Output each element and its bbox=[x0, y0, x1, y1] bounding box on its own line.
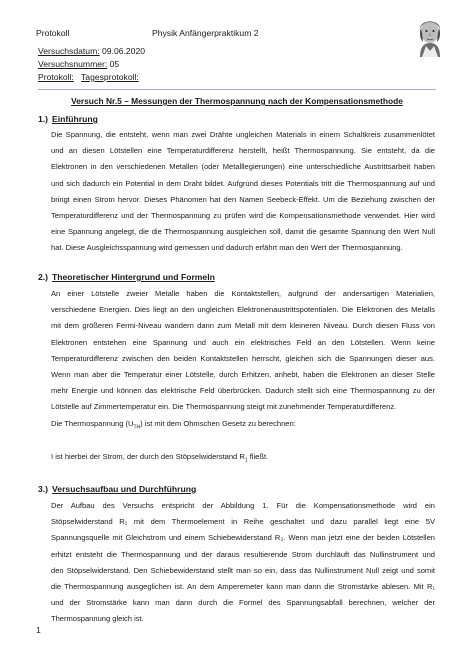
document-title: Versuch Nr.5 – Messungen der Thermospannung nach der Kompensationsmethode bbox=[71, 96, 403, 106]
text-line: bringt einen Strom hervor. Dieses Phänomen hat den Namen Seebeck-Effekt. Um die Beziehung zwischen der bbox=[51, 194, 435, 204]
protocol-label: Protokoll: bbox=[38, 72, 74, 82]
date-label: Versuchsdatum: bbox=[38, 46, 100, 56]
protocol-line bbox=[38, 72, 139, 82]
section-3-body bbox=[51, 498, 435, 628]
text-line: hat. Diese Ausgleichsspannung wird gemessen und dadurch erfährt man den Wert der Thermospannung. bbox=[51, 243, 403, 253]
number-label: Versuchsnummer: bbox=[38, 59, 108, 69]
section-title: Einführung bbox=[52, 114, 98, 124]
text-line: Lötstelle auf Zimmertemperatur ein. Die Thermospannung steigt mit zunehmender Temperaturdifferenz. bbox=[51, 402, 397, 412]
text-line: Stöpselwiderstand R₁ mit dem Thermoelement in Reihe geschaltet und dazu parallel liegt eine 5V bbox=[51, 517, 435, 527]
text-line: Wenn man aber die Temperatur einer Lötstelle, durch Erhitzen, anhebt, haben die Elektronen an dieser Stelle bbox=[51, 369, 435, 379]
text-line: Elektronen in den verschiedenen Metallen (oder Metalllegierungen) eine unterschiedliche Austrittsarbeit haben bbox=[51, 162, 435, 172]
text-line: Temperaturdifferenz zwischen den beiden Kontaktstellen herrscht, gleichen sich die Spannungen dieser aus. bbox=[51, 353, 435, 363]
text-line: und der Stromstärke kann man dann durch die Formel des Spannungsabfall berechnen, welcher der bbox=[51, 598, 435, 608]
section-2-body bbox=[51, 286, 435, 432]
text-line: Thermospannung gleich ist. bbox=[51, 614, 144, 624]
formula-text: ) ist mit dem Ohmschen Gesetz zu berechnen: bbox=[140, 418, 296, 428]
number-value: 05 bbox=[107, 59, 120, 69]
protocol-value: Tagesprotokoll: bbox=[81, 72, 139, 82]
current-text: I ist hierbei der Strom, der durch den Stöpselwiderstand R bbox=[51, 452, 245, 461]
text-line: mehr Energie und können das elektrische Feld überbrücken. Dadurch stellt sich eine Thermospannung zu der bbox=[51, 386, 435, 396]
page-number: 1 bbox=[36, 625, 41, 635]
current-text: fließt. bbox=[247, 452, 269, 461]
text-line: verschiedene Energien. Dies liegt an den ungleichen Elektronenaustrittspotentialen. Die Elektronen des Metalls bbox=[51, 305, 435, 315]
text-line: und sich dadurch ein Potential in dem Draht bildet. Aufgrund dieses Potentials tritt die Thermospannung auf und bbox=[51, 178, 435, 188]
text-line: und an diesen Lötstellen eine Temperaturdifferenz herstellt, heißt Thermospannung. Sie entsteht, da die bbox=[51, 146, 435, 156]
section-number: 1.) bbox=[38, 114, 49, 124]
date-line bbox=[38, 46, 145, 56]
section-title: Theoretischer Hintergrund und Formeln bbox=[52, 272, 215, 282]
section-heading-1 bbox=[38, 114, 98, 124]
text-line: An einer Lötstelle zweier Metalle haben die Kontaktstellen, aufgrund der andersartigen Materialien, bbox=[51, 289, 435, 298]
text-line: eine Spannung angelegt, die die Thermospannung ausgleichen soll, damit die gesamte Spannung den Wert Null bbox=[51, 227, 435, 237]
formula-text: Die Thermospannung (U bbox=[51, 418, 134, 428]
text-line: Temperaturdifferenz und der Thermospannung zu prüfen wird die Kompensationsmethode verwendet. Hier wird bbox=[51, 210, 435, 220]
university-portrait-logo-icon bbox=[408, 13, 452, 59]
section-number: 2.) bbox=[38, 272, 49, 282]
section-title: Versuchsaufbau und Durchführung bbox=[52, 484, 197, 494]
text-line: den Stöpselwiderstand. Den Schiebewiderstand stellt man so ein, dass das Nullinstrument Null zeigt und somit bbox=[51, 565, 435, 575]
text-line: mit dem größeren Fermi-Niveau wandern dann zum Metall mit dem kleineren Niveau. Durch diesen Fluss von bbox=[51, 321, 435, 331]
formula-intro-line bbox=[51, 416, 435, 432]
current-subscript: 1 bbox=[244, 457, 248, 464]
current-explanation-line bbox=[51, 452, 268, 464]
number-line bbox=[38, 59, 119, 69]
section-heading-2 bbox=[38, 272, 215, 282]
text-line: Der Aufbau des Versuchs entspricht der Abbildung 1. Für die Kompensationsmethode wird ein bbox=[51, 501, 435, 510]
section-1-body bbox=[51, 127, 435, 257]
formula-subscript: TH bbox=[133, 424, 141, 430]
text-line: die Thermospannung ausgeglichen ist. An dem Amperemeter kann man dann die Stromstärke ablesen. Mit R₁ bbox=[51, 581, 435, 591]
text-line: Elektronen entstehen eine Spannung und auch ein elektrisches Feld an den Lötstellen. Wenn keine bbox=[51, 337, 435, 347]
section-heading-3 bbox=[38, 484, 196, 494]
header-divider bbox=[38, 89, 436, 90]
date-value: 09.06.2020 bbox=[99, 46, 146, 56]
text-line: Die Spannung, die entsteht, wenn man zwei Drähte ungleichen Materials in einem Schaltkreis zusammenlötet bbox=[51, 130, 435, 139]
header-left: Protokoll bbox=[36, 28, 70, 38]
header-center: Physik Anfängerpraktikum 2 bbox=[152, 28, 259, 38]
text-line: Spannungsquelle mit Gleichstrom und einem Schiebewiderstand R₂. Wenn man jetzt eine der beiden Lötstellen bbox=[51, 533, 435, 543]
section-number: 3.) bbox=[38, 484, 49, 494]
text-line: erhitzt entsteht die Thermospannung und der daraus resultierende Strom durchläuft das Nullinstrument und bbox=[51, 549, 435, 559]
